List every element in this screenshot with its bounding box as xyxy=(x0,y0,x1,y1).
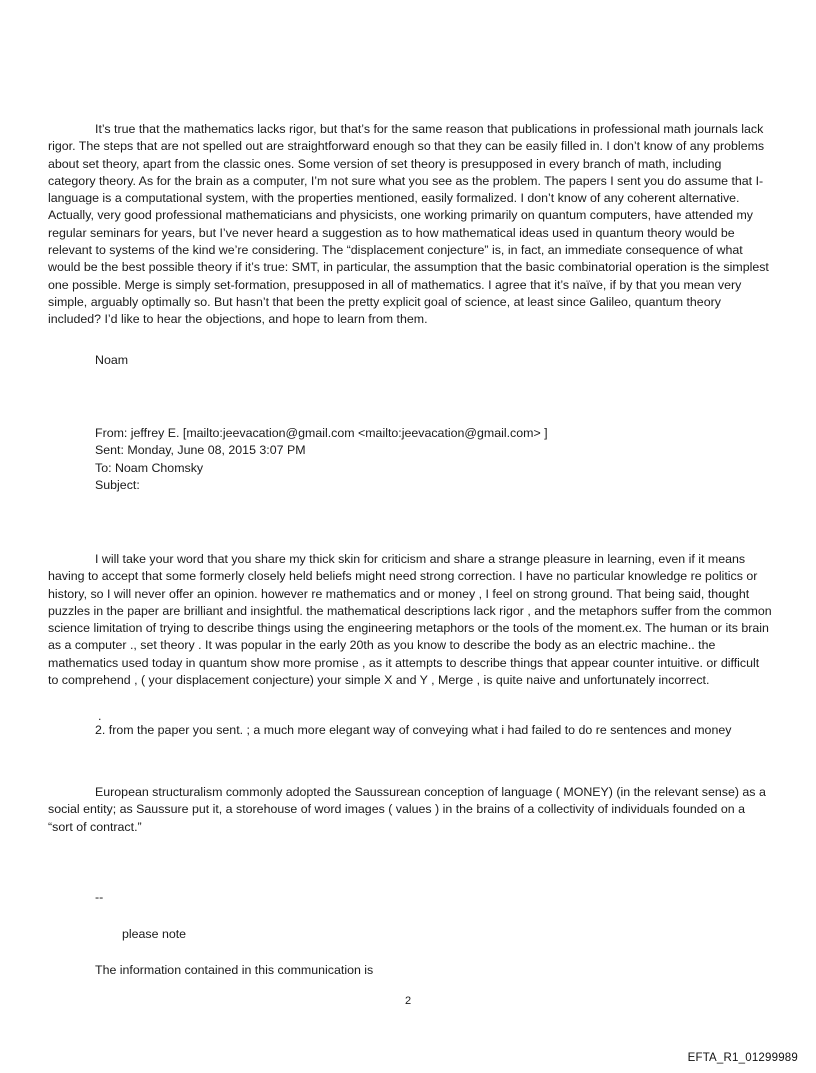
please-note-text: please note xyxy=(122,927,187,941)
info-line: The information contained in this communication is xyxy=(95,963,374,977)
original-paragraph-1: I will take your word that you share my thick skin for criticism and share a strange pleasure in learning, even if it means having to accept that some formerly closely held beliefs might need strong correction. I have no particular knowledge re politics or history, so I will never offer an opinion. however re mathematics and or money , I feel on strong ground. That being said, thought puzzles in the paper are brilliant and insightful. the mathematical descriptions lack rigor , and the metaphors suffer from the common science limitation of trying to describe things using the engineering metaphors or the tools of the moment.ex. The human or its brain as a computer ., set theory . It was popular in the early 20th as you know to describe the body as an electric machine.. the mathematics used today in quantum show more promise , as it attempts to describe things that appear counter intuitive. or difficult to comprehend , ( your displacement conjecture) your simple X and Y , Merge , is quite naive and unfortunately incorrect. xyxy=(48,552,772,688)
bates-number: EFTA_R1_01299989 xyxy=(687,1052,798,1064)
stray-mark: . xyxy=(98,709,102,723)
original-paragraph-3: European structuralism commonly adopted the Saussurean conception of language ( MONEY) (in the relevant sense) as a social entity; as Saussure put it, a storehouse of word images ( values ) in the brains of a collectivity of individuals founded on a “sort of contract.” xyxy=(48,785,766,834)
email-subject: Subject: xyxy=(95,477,140,492)
original-paragraph-2: 2. from the paper you sent. ; a much more elegant way of conveying what i had failed to do re sentences and money xyxy=(95,723,732,737)
email-sent: Sent: Monday, June 08, 2015 3:07 PM xyxy=(95,443,306,458)
email-header xyxy=(95,425,548,494)
page-number: 2 xyxy=(404,995,412,1007)
reply-paragraph: It’s true that the mathematics lacks rigor, but that’s for the same reason that publications in professional math journals lack rigor. The steps that are not spelled out are straightforward enough so that they can be easily filled in. I don’t know of any problems about set theory, apart from the classic ones. Some version of set theory is presupposed in every branch of math, including category theory. As for the brain as a computer, I’m not sure what you see as the problem. The papers I sent you do assume that I-language is a computational system, with the properties mentioned, easily formalized. I don’t know of any coherent alternative. Actually, very good professional mathematicians and physicists, one working primarily on quantum computers, have attended my regular seminars for years, but I’ve never heard a suggestion as to how mathematical ideas used in quantum theory would be relevant to systems of the kind we’re considering. The “displacement conjecture” is, in fact, an immediate consequence of what would be the best possible theory if it’s true: SMT, in particular, the assumption that the basic combinatorial operation is the simplest one possible. Merge is simply set-formation, presupposed in all of mathematics. I agree that it’s naïve, if by that you mean very simple, arguably optimally so. But hasn’t that been the pretty explicit goal of science, at least since Galileo, quantum theory included? I’d like to hear the objections, and hope to learn from them. xyxy=(48,122,769,327)
signature: Noam xyxy=(95,353,129,367)
email-from: From: jeffrey E. [mailto:jeevacation@gmail.com <mailto:jeevacation@gmail.com> ] xyxy=(95,426,548,440)
email-to: To: Noam Chomsky xyxy=(95,460,204,475)
signature-separator: -- xyxy=(95,890,104,904)
